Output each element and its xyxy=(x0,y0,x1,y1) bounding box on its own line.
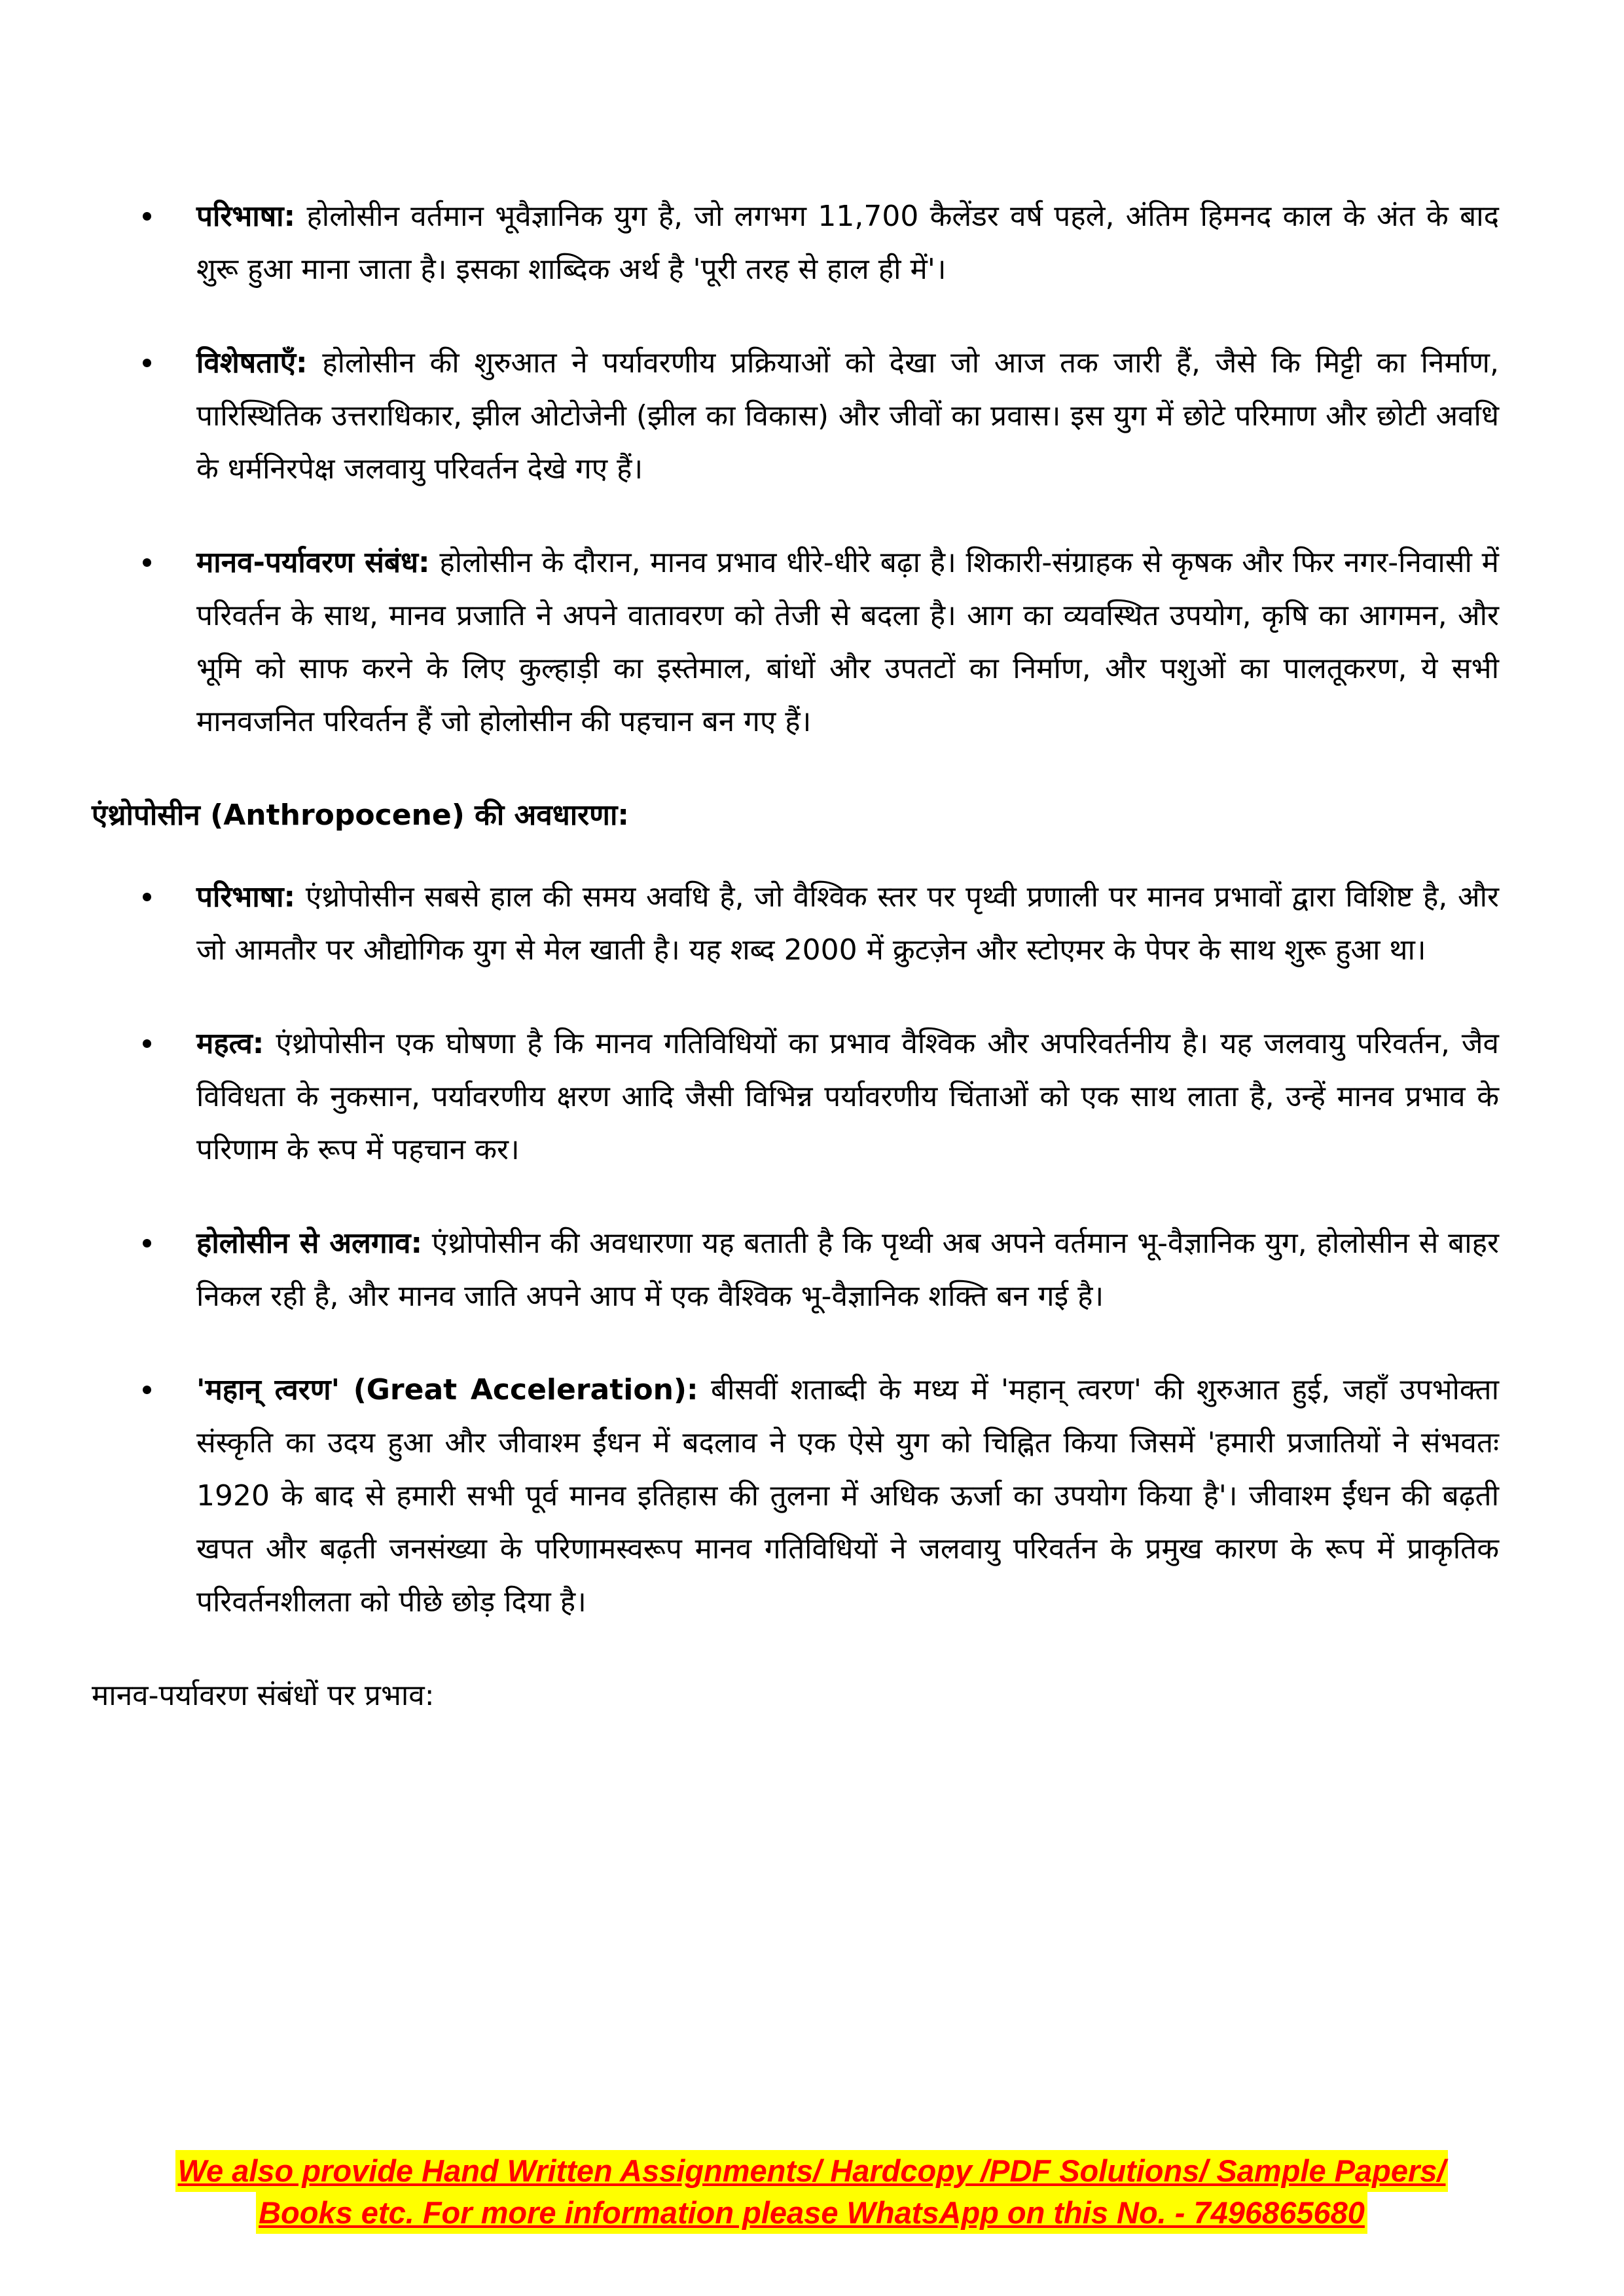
bullet-anthropocene-significance xyxy=(92,1017,1499,1176)
bullet-great-acceleration xyxy=(92,1363,1499,1628)
bullet-dot-icon xyxy=(143,359,151,367)
bullet-dot-icon xyxy=(143,1239,151,1247)
bullet-text: एंथ्रोपोसीन एक घोषणा है कि मानव गतिविधियों का प्रभाव वैश्विक और अपरिवर्तनीय है। यह जलवायु परिवर्तन, जैव विविधता के नुकसान, पर्यावरणीय क्षरण आदि जैसी विभिन्न पर्यावरणीय चिंताओं को एक साथ लाता है, उन्हें मानव प्रभाव के परिणाम के रूप में पहचान कर। xyxy=(196,1027,1499,1166)
bullet-term: मानव-पर्यावरण संबंध: xyxy=(196,546,430,579)
bullet-dot-icon xyxy=(143,893,151,901)
bullet-holocene-features xyxy=(92,336,1499,495)
bullet-text: एंथ्रोपोसीन की अवधारणा यह बताती है कि पृथ्वी अब अपने वर्तमान भू-वैज्ञानिक युग, होलोसीन से बाहर निकल रही है, और मानव जाति अपने आप में एक वैश्विक भू-वैज्ञानिक शक्ति बन गई है। xyxy=(196,1227,1500,1313)
bullet-text: होलोसीन की शुरुआत ने पर्यावरणीय प्रक्रियाओं को देखा जो आज तक जारी हैं, जैसे कि मिट्टी का निर्माण, पारिस्थितिक उत्तराधिकार, झील ओटोजेनी (झील का विकास) और जीवों का प्रवास। इस युग में छोटे परिमाण और छोटी अवधि के धर्मनिरपेक्ष जलवायु परिवर्तन देखे गए हैं। xyxy=(196,346,1499,486)
bullet-dot-icon xyxy=(143,1039,151,1048)
bullet-term: महत्व: xyxy=(196,1027,264,1060)
footer-advert-banner xyxy=(98,2150,1525,2234)
bullet-anthropocene-definition xyxy=(92,870,1499,977)
footer-line-2: Books etc. For more information please WhatsApp on this No. - 7496865680 xyxy=(256,2192,1367,2234)
bullet-text: एंथ्रोपोसीन सबसे हाल की समय अवधि है, जो वैश्विक स्तर पर पृथ्वी प्रणाली पर मानव प्रभावों द्वारा विशिष्ट है, और जो आमतौर पर औद्योगिक युग से मेल खाती है। यह शब्द 2000 में क्रुटज़ेन और स्टोएमर के पेपर के साथ शुरू हुआ था। xyxy=(196,880,1499,967)
bullet-anthropocene-separation xyxy=(92,1217,1499,1323)
bullet-term: 'महान् त्वरण' (Great Acceleration): xyxy=(196,1373,698,1407)
bullet-text: होलोसीन के दौरान, मानव प्रभाव धीरे-धीरे बढ़ा है। शिकारी-संग्राहक से कृषक और फिर नगर-निवासी में परिवर्तन के साथ, मानव प्रजाति ने अपने वातावरण को तेजी से बदला है। आग का व्यवस्थित उपयोग, कृषि का आगमन, और भूमि को साफ करने के लिए कुल्हाड़ी का इस्तेमाल, बांधों और उपतटों का निर्माण, और पशुओं का पालतूकरण, ये सभी मानवजनित परिवर्तन हैं जो होलोसीन की पहचान बन गए हैं। xyxy=(196,546,1499,738)
bullet-text: होलोसीन वर्तमान भूवैज्ञानिक युग है, जो लगभग 11,700 कैलेंडर वर्ष पहले, अंतिम हिमनद काल के अंत के बाद शुरू हुआ माना जाता है। इसका शाब्दिक अर्थ है 'पूरी तरह से हाल ही में'। xyxy=(196,200,1499,286)
bullet-term: विशेषताएँ: xyxy=(196,346,308,380)
anthropocene-bullet-list xyxy=(92,870,1499,1628)
bullet-term: परिभाषा: xyxy=(196,200,296,233)
bullet-holocene-human-environment xyxy=(92,536,1499,748)
bullet-text: बीसवीं शताब्दी के मध्य में 'महान् त्वरण' की शुरुआत हुई, जहाँ उपभोक्ता संस्कृति का उदय हुआ और जीवाश्म ईंधन में बदलाव ने एक ऐसे युग को चिह्नित किया जिसमें 'हमारी प्रजातियों ने संभवतः 1920 के बाद से हमारी सभी पूर्व मानव इतिहास की तुलना में अधिक ऊर्जा का उपयोग किया है'। जीवाश्म ईंधन की बढ़ती खपत और बढ़ती जनसंख्या के परिणामस्वरूप मानव गतिविधियों ने जलवायु परिवर्तन के प्रमुख कारण के रूप में प्राकृतिक परिवर्तनशीलता को पीछे छोड़ दिया है। xyxy=(196,1373,1499,1619)
bullet-dot-icon xyxy=(143,558,151,567)
bullet-dot-icon xyxy=(143,212,151,221)
closing-subheading: मानव-पर्यावरण संबंधों पर प्रभाव: xyxy=(92,1679,435,1712)
anthropocene-section-heading: एंथ्रोपोसीन (Anthropocene) की अवधारणा: xyxy=(92,798,629,832)
bullet-term: परिभाषा: xyxy=(196,880,296,914)
bullet-term: होलोसीन से अलगाव: xyxy=(196,1227,423,1260)
footer-line-1: We also provide Hand Written Assignments/ Hardcopy /PDF Solutions/ Sample Papers/ xyxy=(175,2150,1449,2192)
bullet-holocene-definition xyxy=(92,190,1499,296)
holocene-bullet-list xyxy=(92,190,1499,748)
bullet-dot-icon xyxy=(143,1386,151,1394)
document-body xyxy=(92,190,1499,1722)
